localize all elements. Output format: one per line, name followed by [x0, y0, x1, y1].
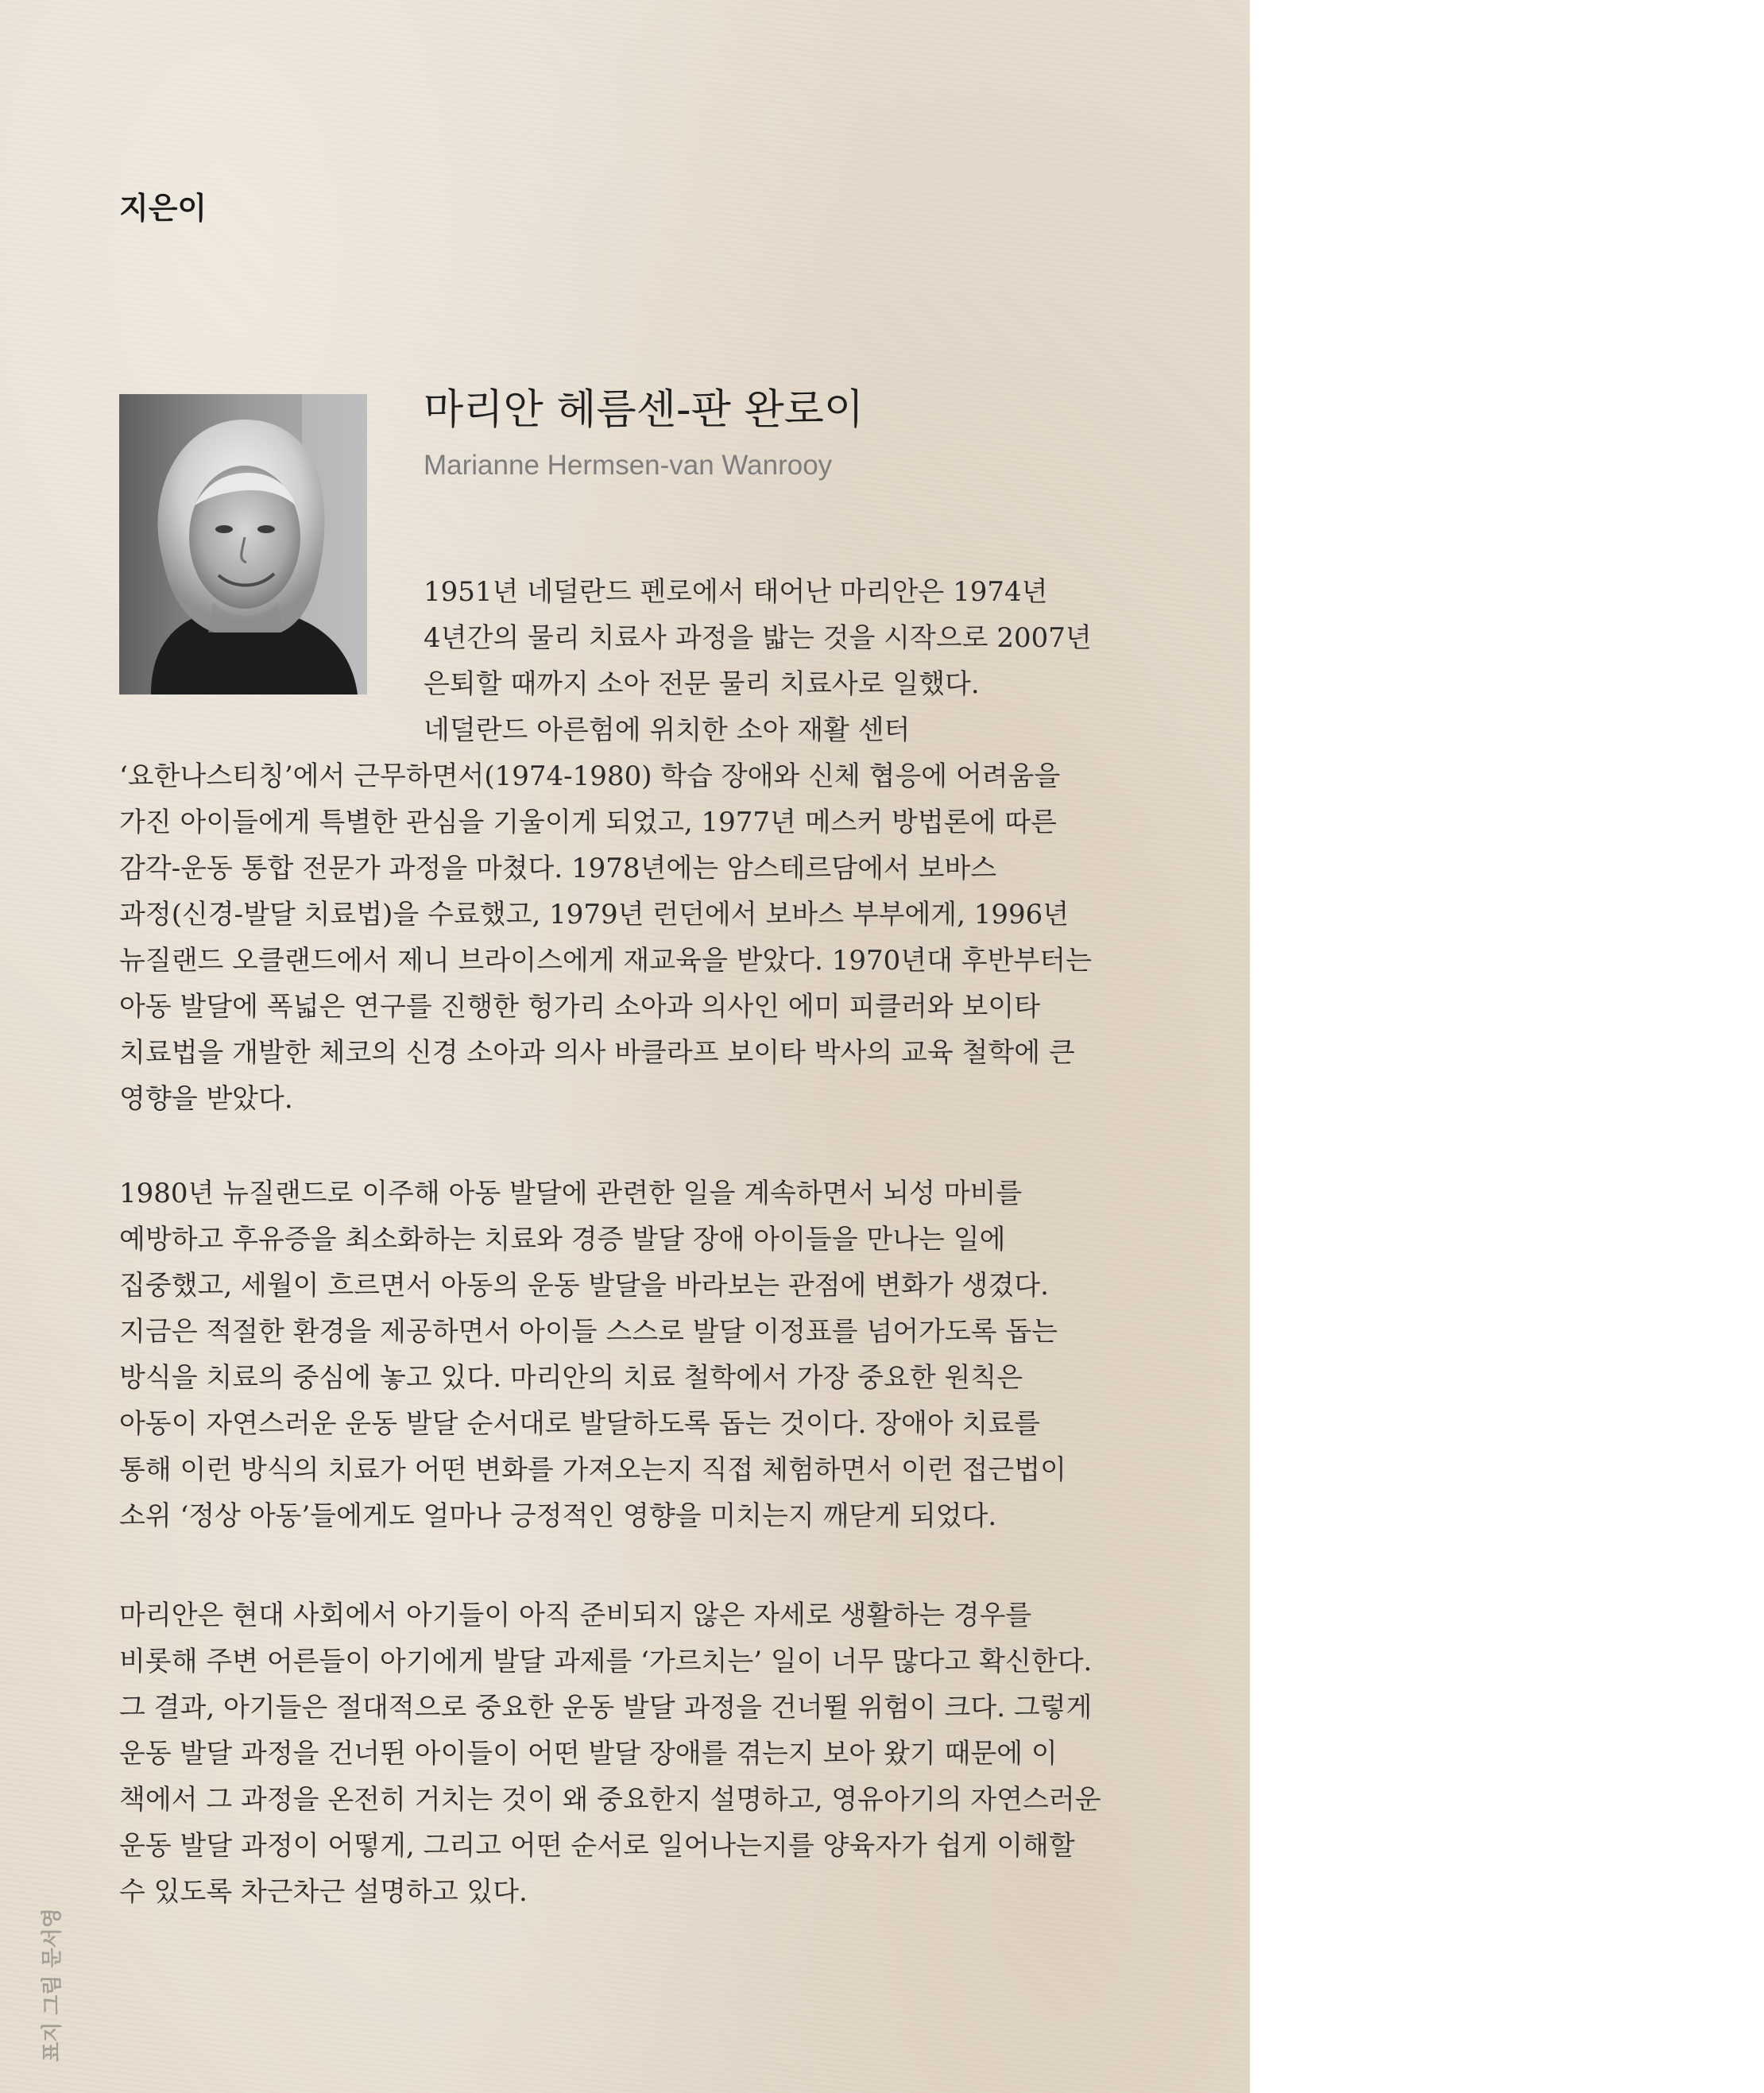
bio-line: ‘요한나스티칭’에서 근무하면서(1974-1980) 학습 장애와 신체 협응에 어려움을 — [119, 760, 1061, 792]
bio-line: 치료법을 개발한 체코의 신경 소아과 의사 바클라프 보이타 박사의 교육 철학에 큰 — [119, 1037, 1075, 1069]
bio-line: 1980년 뉴질랜드로 이주해 아동 발달에 관련한 일을 계속하면서 뇌성 마비를 — [119, 1178, 1023, 1209]
bio-line: 4년간의 물리 치료사 과정을 밟는 것을 시작으로 2007년 — [424, 622, 1092, 654]
author-name-korean: 마리안 헤름센-판 완로이 — [424, 386, 865, 434]
bio-line: 뉴질랜드 오클랜드에서 제니 브라이스에게 재교육을 받았다. 1970년대 후반부터는 — [119, 945, 1092, 977]
bio-line: 비롯해 주변 어른들이 아기에게 발달 과제를 ‘가르치는’ 일이 너무 많다고 확신한다. — [119, 1646, 1093, 1677]
bio-line: 수 있도록 차근차근 설명하고 있다. — [119, 1876, 528, 1908]
section-heading: 지은이 — [119, 191, 207, 226]
bio-line: 방식을 치료의 중심에 놓고 있다. 마리안의 치료 철학에서 가장 중요한 원칙은 — [119, 1362, 1023, 1394]
bio-line: 예방하고 후유증을 최소화하는 치료와 경증 발달 장애 아이들을 만나는 일에 — [119, 1224, 1006, 1255]
bio-paragraph-3 — [119, 1592, 1101, 1915]
bio-line: 소위 ‘정상 아동’들에게도 얼마나 긍정적인 영향을 미치는지 깨닫게 되었다. — [119, 1500, 997, 1532]
bio-line: 감각-운동 통합 전문가 과정을 마쳤다. 1978년에는 암스테르담에서 보바스 — [119, 853, 997, 884]
bio-line: 집중했고, 세월이 흐르면서 아동의 운동 발달을 바라보는 관점에 변화가 생겼다. — [119, 1270, 1049, 1302]
bio-line: 과정(신경-발달 치료법)을 수료했고, 1979년 런던에서 보바스 부부에게, 1996년 — [119, 899, 1070, 930]
bio-line: 1951년 네덜란드 펜로에서 태어난 마리안은 1974년 — [424, 576, 1048, 608]
bio-paragraph-2 — [119, 1170, 1066, 1539]
author-name-english: Marianne Hermsen-van Wanrooy — [424, 450, 833, 481]
bio-line: 은퇴할 때까지 소아 전문 물리 치료사로 일했다. — [424, 668, 980, 700]
blank-margin — [1250, 0, 1764, 2093]
bio-line: 운동 발달 과정이 어떻게, 그리고 어떤 순서로 일어나는지를 양육자가 쉽게 이해할 — [119, 1830, 1075, 1862]
bio-line: 네덜란드 아른험에 위치한 소아 재활 센터 — [424, 714, 911, 746]
bio-line: 통해 이런 방식의 치료가 어떤 변화를 가져오는지 직접 체험하면서 이런 접근법이 — [119, 1454, 1066, 1486]
bio-line: 그 결과, 아기들은 절대적으로 중요한 운동 발달 과정을 건너뛸 위험이 크다. 그렇게 — [119, 1692, 1093, 1724]
bio-line: 영향을 받았다. — [119, 1083, 293, 1115]
bio-line: 아동이 자연스러운 운동 발달 순서대로 발달하도록 돕는 것이다. 장애아 치료를 — [119, 1408, 1041, 1440]
bio-line: 가진 아이들에게 특별한 관심을 기울이게 되었고, 1977년 메스커 방법론에 따른 — [119, 807, 1057, 838]
bio-line: 책에서 그 과정을 온전히 거치는 것이 왜 중요한지 설명하고, 영유아기의 자연스러운 — [119, 1784, 1101, 1816]
bio-line: 아동 발달에 폭넓은 연구를 진행한 헝가리 소아과 의사인 에미 피클러와 보이타 — [119, 991, 1041, 1023]
bio-line: 마리안은 현대 사회에서 아기들이 아직 준비되지 않은 자세로 생활하는 경우를 — [119, 1600, 1032, 1631]
bio-line: 운동 발달 과정을 건너뛴 아이들이 어떤 발달 장애를 겪는지 보아 왔기 때문에 이 — [119, 1738, 1058, 1770]
spine-credit — [24, 1879, 72, 2062]
spine-credit-text: 표지 그림 문서영 — [41, 1908, 64, 2062]
bio-line: 지금은 적절한 환경을 제공하면서 아이들 스스로 발달 이정표를 넘어가도록 돕는 — [119, 1316, 1058, 1348]
bio-paragraph-1 — [119, 569, 1092, 1122]
